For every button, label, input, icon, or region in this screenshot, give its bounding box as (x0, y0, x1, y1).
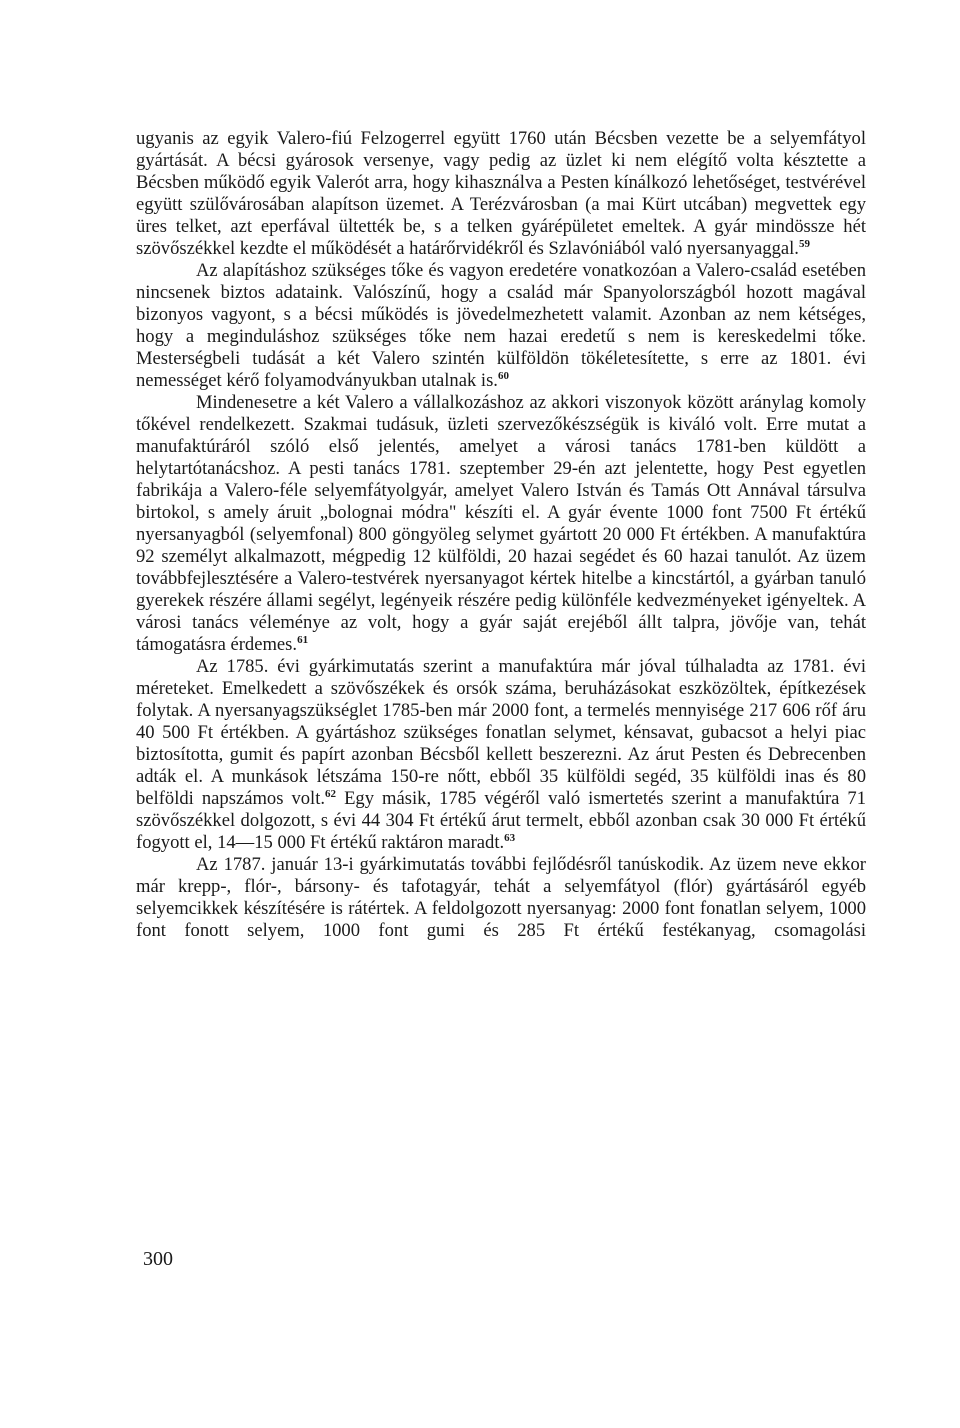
page-number: 300 (143, 1248, 173, 1270)
paragraph-1-text: ugyanis az egyik Valero-fiú Felzogerrel együtt 1760 után Bécsben vezette be a selyemfátyol gyártását. A bécsi gyárosok versenye, vagy pedig az üzlet ki nem elégítő volta késztette a Bécsben működő egyik Valerót arra, hogy kihasználva a Pesten kínálkozó lehetőséget, testvérével együtt szülővárosában alapítson üzemet. A Terézvárosban (a mai Kürt utcában) megvettek egy üres telket, azt eperfával ültették be, s a telken gyárépületet emeltek. A gyár mindössze hét szövőszékkel kezdte el működését a határőrvidékről és Szlavóniából való nyersanyaggal. (136, 128, 866, 259)
paragraph-3 (136, 392, 866, 656)
document-page (136, 128, 866, 942)
footnote-ref-59: 59 (798, 237, 810, 250)
footnote-ref-62: 62 (325, 787, 337, 800)
paragraph-5-text: Az 1787. január 13-i gyárkimutatás további fejlődésről tanúskodik. Az üzem neve ekkor már krepp-, flór-, bársony- és tafotagyár, tehát a selyemfátyol (flór) gyártásáról egyéb selyemcikkek készítésére is rátértek. A feldolgozott nyersanyag: 2000 font fonatlan selyem, 1000 font fonott selyem, 1000 font gumi és 285 Ft értékű festékanyag, csomagolási (136, 854, 866, 941)
paragraph-3-text: Mindenesetre a két Valero a vállalkozáshoz az akkori viszonyok között aránylag komoly tőkével rendelkezett. Szakmai tudásuk, üzleti szervezőkészségük is kiváló volt. Erre mutat a manufaktúráról szóló első jelentés, amelyet a városi tanács 1781-ben küldött a helytartótanácshoz. A pesti tanács 1781. szeptember 29-én azt jelentette, hogy Pest egyetlen fabrikája a Valero-féle selyemfátyolgyár, amelyet Valero István és Tamás Ott Annával társulva birtokol, s amely áruit „bolognai módra" készíti el. A gyár évente 1000 font 7500 Ft értékű nyersanyagból (selyemfonal) 800 göngyöleg selymet gyártott 20 000 Ft értékben. A manufaktúra 92 személyt alkalmazott, mégpedig 12 külföldi, 20 hazai segédet és 60 hazai tanulót. Az üzem továbbfejlesztésére a Valero-testvérek nyersanyagot kértek hitelbe a kincstártól, a gyárban tanuló gyerekek részére állami segélyt, legényeik részére pedig különféle kedvezményeket igényeltek. A városi tanács véleménye az volt, hogy a gyár saját erejéből állt talpra, jövője van, tehát támogatásra érdemes. (136, 392, 866, 655)
paragraph-2-text: Az alapításhoz szükséges tőke és vagyon eredetére vonatkozóan a Valero-család esetében nincsenek biztos adataink. Valószínű, hogy a család már Spanyolországból hozott magával bizonyos vagyont, s a bécsi működés is jövedelmezhetett valamit. Azonban az nem kétséges, hogy a meginduláshoz szükséges tőke nem hazai eredetű s nem is kereskedelmi tőke. Mesterségbeli tudását a két Valero szintén külföldön tökéletesítette, s erre az 1801. évi nemességet kérő folyamodványukban utalnak is. (136, 260, 866, 391)
paragraph-4-text: Az 1785. évi gyárkimutatás szerint a manufaktúra már jóval túlhaladta az 1781. évi méreteket. Emelkedett a szövőszékek és orsók száma, beruházásokat eszközöltek, építkezések folytak. A nyersanyagszükséglet 1785-ben már 2000 font, a termelés mennyisége 217 606 rőf áru 40 500 Ft értékben. A gyártáshoz szükséges fonatlan selymet, kénsavat, gubacsot a helyi piac biztosította, gumit és papírt azonban Bécsből kellett beszerezni. Az árut Pesten és Debrecenben adták el. A munkások létszáma 150-re nőtt, ebből 35 külföldi segéd, 35 külföldi inas és 80 belföldi napszámos volt. (136, 656, 866, 809)
footnote-ref-63: 63 (504, 831, 516, 844)
paragraph-5 (136, 854, 866, 942)
paragraph-1 (136, 128, 866, 260)
paragraph-4-continuation: Egy másik, 1785 végéről való ismertetés szerint a manufaktúra 71 szövőszékkel dolgozott, s évi 44 304 Ft értékű árut termelt, ebből azonban csak 30 000 Ft értékű fogyott el, 14—15 000 Ft értékű raktáron maradt. (136, 788, 866, 853)
paragraph-2 (136, 260, 866, 392)
footnote-ref-60: 60 (497, 369, 509, 382)
paragraph-4 (136, 656, 866, 854)
footnote-ref-61: 61 (297, 633, 309, 646)
